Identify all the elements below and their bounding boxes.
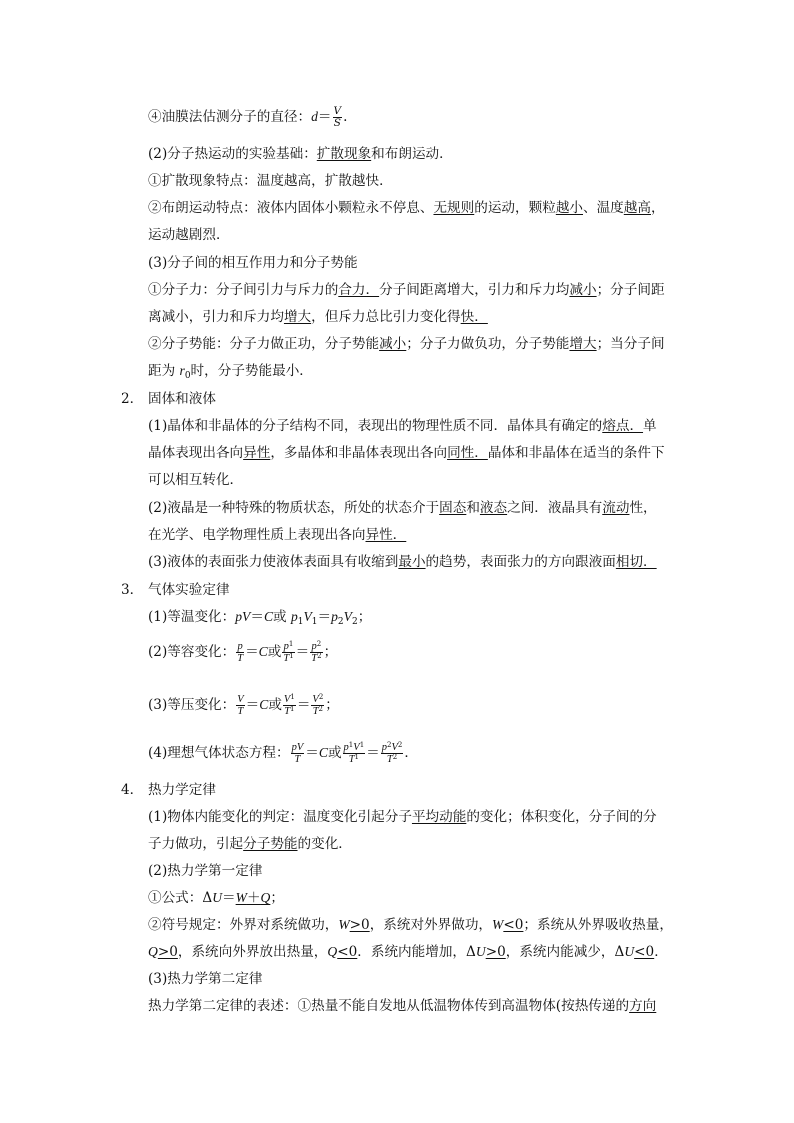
line-crystal-2: 晶体表现出各向异性，多晶体和非晶体表现出各向同性．晶体和非晶体在适当的条件下 [148, 445, 665, 461]
blank-answer: 液态 [479, 500, 508, 516]
line-internal-energy-1: (1)物体内能变化的判定：温度变化引起分子平均动能的变化；体积变化，分子间的分 [148, 809, 657, 825]
blank-answer: 扩散现象 [316, 146, 372, 162]
line-isochoric: (2)等容变化： $\frac{p}{T}$ ＝C或 $\frac{p^1}{T^1}$ ＝ $\frac{p^2}{T^2}$ ； [148, 640, 338, 664]
fraction: $\frac{V^2}{T^2}$ [312, 693, 324, 717]
blank-answer: 固态 [439, 500, 467, 516]
fraction: $\frac{p}{T}$ [237, 641, 244, 664]
line-second-law-heading: (3)热力学第二定律 [148, 971, 263, 987]
blank-answer: 熔点． [602, 418, 644, 434]
line-brownian-feature: ②布朗运动特点：液体内固体小颗粒永不停息、无规则的运动，颗粒越小、温度越高， [148, 200, 665, 216]
line-internal-energy-2: 子力做功，引起分子势能的变化． [148, 836, 352, 852]
blank-answer: 增大 [569, 336, 597, 352]
line-second-law-statement: 热力学第二定律的表述：①热量不能自发地从低温物体传到高温物体(按热传递的方向 [148, 998, 657, 1014]
blank-answer: W＋Q [235, 890, 271, 906]
line-molecular-force: ①分子力：分子间引力与斥力的合力．分子间距离增大，引力和斥力均减小；分子间距 [148, 282, 665, 298]
line-oil-film-diameter: ④油膜法估测分子的直径：d＝ $\frac{V}{S}$ . [148, 105, 348, 129]
line-isothermal: (1)等温变化：pV＝C或 $p_1V_1=p_2V_2$； [148, 609, 372, 627]
blank-answer: 平均动能 [411, 809, 467, 825]
blank-answer: 分子势能 [243, 836, 298, 852]
line-ideal-gas-equation: (4)理想气体状态方程： $\frac{pV}{T}$ ＝C或 $\frac{p^1V^1}{T^1}$ ＝ $\frac{p^2V^2}{T^2}$ ． [148, 741, 418, 765]
line-sign-convention-2: Q>0，系统向外界放出热量，Q<0．系统内能增加，ΔU>0，系统内能减少，ΔU<0． [148, 944, 668, 960]
blank-answer: 流动 [602, 500, 630, 516]
line-liquid-crystal-1: (2)液晶是一种特殊的物质状态，所处的状态介于固态和液态之间．液晶具有流动性， [148, 500, 657, 516]
line-potential-energy: ②分子势能：分子力做正功，分子势能减小；分子力做负功，分子势能增大；当分子间 [148, 336, 665, 352]
blank-answer: >0 [349, 917, 370, 933]
blank-answer: 方向 [629, 998, 657, 1014]
line-brownian-cont: 运动越剧烈． [148, 227, 230, 243]
blank-answer: 最小 [398, 554, 426, 570]
line-potential-energy-cont: 距为 $r_0$时，分子势能最小． [148, 363, 313, 381]
fraction: $\frac{p^1V^1}{T^1}$ [343, 741, 365, 765]
blank-answer: 同性． [447, 445, 488, 461]
line-surface-tension: (3)液体的表面张力使液体表面具有收缩到最小的趋势，表面张力的方向跟液面相切． [148, 554, 657, 570]
blank-answer: >0 [485, 944, 506, 960]
line-sign-convention-1: ②符号规定：外界对系统做功，W>0，系统对外界做功，W<0；系统从外界吸收热量， [148, 917, 673, 933]
blank-answer: 越高 [623, 200, 651, 216]
blank-answer: 越小 [555, 200, 583, 216]
section-heading-gas-laws: 3． 气体实验定律 [121, 582, 230, 598]
blank-answer: 减小 [569, 282, 597, 298]
line-thermal-motion-basis: (2)分子热运动的实验基础：扩散现象和布朗运动． [148, 146, 453, 162]
blank-answer: 减小 [379, 336, 407, 352]
blank-answer: 增大 [283, 309, 312, 325]
line-crystal-1: (1)晶体和非晶体的分子结构不同，表现出的物理性质不同．晶体具有确定的熔点．单 [148, 418, 657, 434]
blank-answer: 无规则 [433, 200, 475, 216]
line-liquid-crystal-2: 在光学、电学物理性质上表现出各向异性． [148, 527, 407, 543]
fraction-v-over-s: $\frac{V}{S}$ [333, 105, 342, 129]
line-first-law-heading: (2)热力学第一定律 [148, 863, 263, 879]
blank-answer: <0 [337, 944, 358, 960]
fraction: $\frac{p^1}{T^1}$ [283, 640, 294, 664]
fraction: $\frac{pV}{T}$ [291, 742, 304, 765]
blank-answer: 相切． [615, 554, 657, 570]
blank-answer: >0 [157, 944, 178, 960]
blank-answer: 快． [460, 309, 488, 325]
section-heading-thermodynamics: 4． 热力学定律 [121, 782, 216, 798]
line-first-law-formula: ①公式：ΔU＝W＋Q； [148, 890, 284, 906]
blank-answer: 异性． [365, 527, 407, 543]
line-molecular-force-cont: 离减小，引力和斥力均增大，但斥力总比引力变化得快． [148, 309, 488, 325]
fraction: $\frac{p^2V^2}{T^2}$ [381, 741, 403, 765]
line-diffusion-feature: ①扩散现象特点：温度越高，扩散越快． [148, 173, 393, 189]
fraction: $\frac{p^2}{T^2}$ [311, 640, 322, 664]
line-isobaric: (3)等压变化： $\frac{V}{T}$ ＝C或 $\frac{V^1}{T^1}$ ＝ $\frac{V^2}{T^2}$ ； [148, 693, 339, 717]
fraction: $\frac{V^1}{T^1}$ [283, 693, 295, 717]
fraction: $\frac{V}{T}$ [237, 694, 244, 717]
blank-answer: 合力． [338, 282, 380, 298]
line-crystal-3: 可以相互转化． [148, 472, 244, 488]
blank-answer: 异性 [243, 445, 271, 461]
blank-answer: <0 [634, 944, 655, 960]
line-molecular-force-heading: (3)分子间的相互作用力和分子势能 [148, 255, 358, 271]
blank-answer: <0 [503, 917, 524, 933]
section-heading-solids-liquids: 2． 固体和液体 [121, 391, 216, 407]
